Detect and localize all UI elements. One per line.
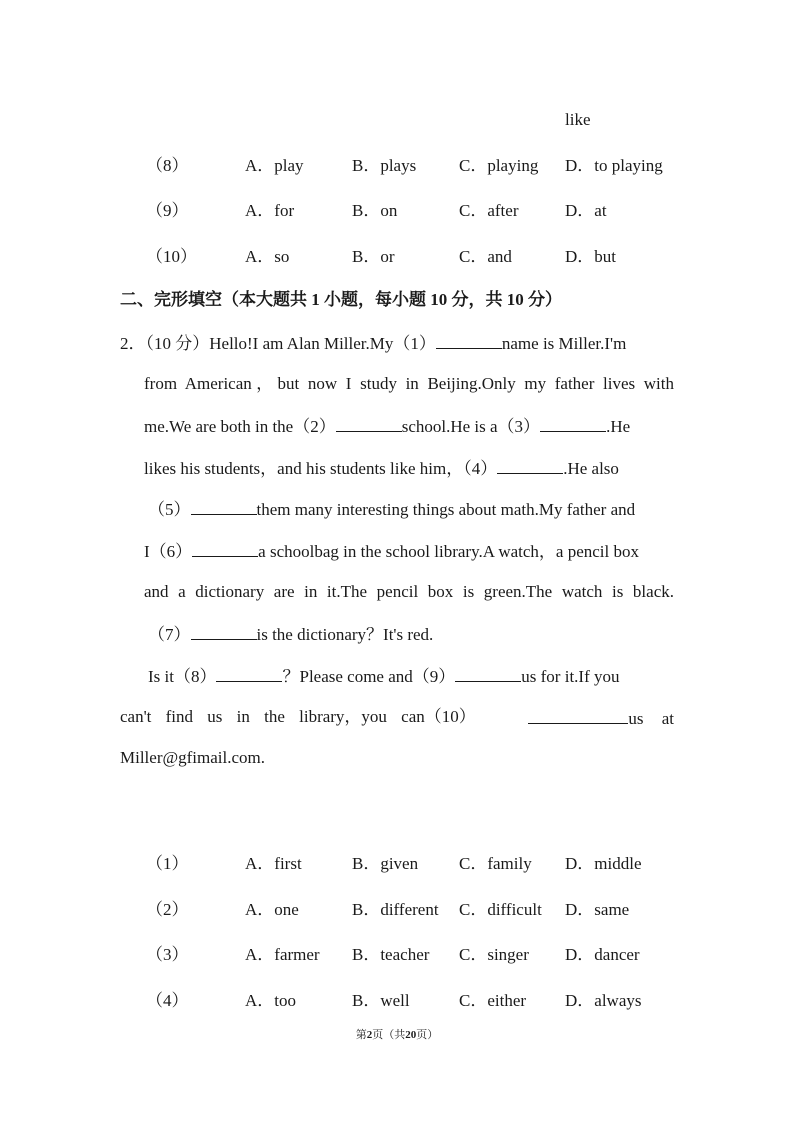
footer-text: 页）: [416, 1029, 439, 1041]
answer-blank[interactable]: [191, 623, 257, 640]
option-d: D．middle: [565, 854, 642, 873]
answer-blank[interactable]: [191, 498, 257, 515]
answer-blank[interactable]: [455, 665, 521, 682]
option-b: B．different: [352, 900, 439, 919]
option-d: D．same: [565, 900, 630, 919]
option-c: C．family: [459, 854, 532, 873]
option-a: A．so: [245, 247, 290, 266]
answer-blank[interactable]: [528, 707, 628, 724]
option-a: A．for: [245, 201, 295, 220]
option-a: A．too: [245, 991, 296, 1010]
answer-blank[interactable]: [216, 665, 282, 682]
option-number: （9）: [146, 201, 189, 220]
section-heading: 二、完形填空（本大题共 1 小题，每小题 10 分，共 10 分）: [120, 290, 562, 309]
option-d: D．to playing: [565, 156, 663, 175]
passage-text: school.He is a（3）: [401, 417, 541, 436]
option-a: A．farmer: [245, 945, 320, 964]
option-c: C．after: [459, 201, 519, 220]
answer-blank[interactable]: [497, 457, 563, 474]
passage-line: [148, 665, 620, 687]
footer-text: 页（共: [372, 1029, 406, 1041]
passage-line: Miller@gfimail.com.: [120, 748, 266, 767]
passage-line: [144, 457, 619, 479]
passage-line: from American，but now I study in Beijing.Only my father lives with: [144, 374, 674, 393]
option-number: （3）: [146, 945, 189, 964]
passage-line: [120, 707, 674, 729]
passage-text: .He also: [563, 459, 619, 478]
passage-text: can't find us in the library，you can（10）: [120, 707, 476, 726]
option-a: A．first: [245, 854, 302, 873]
option-b: B．plays: [352, 156, 417, 175]
option-b: B．or: [352, 247, 395, 266]
continuation-text: like: [565, 110, 591, 129]
footer-page-number: 2: [366, 1029, 373, 1041]
passage-text: likes his students，and his students like him，（4）: [144, 459, 498, 478]
passage-tail: [528, 707, 674, 729]
passage-text: .He: [606, 417, 631, 436]
answer-blank[interactable]: [336, 415, 402, 432]
passage-line: [144, 415, 630, 437]
option-a: A．one: [245, 900, 299, 919]
option-d: D．dancer: [565, 945, 640, 964]
footer-text: 第: [355, 1029, 367, 1041]
answer-blank[interactable]: [192, 540, 258, 557]
passage-line: [120, 332, 626, 354]
passage-text: Is it（8）: [148, 667, 217, 686]
passage-text: ？Please come and（9）: [282, 667, 456, 686]
passage-text: （7）: [148, 625, 191, 644]
option-c: C．playing: [459, 156, 539, 175]
option-d: D．but: [565, 247, 616, 266]
passage-line: and a dictionary are in it.The pencil box is green.The watch is black.: [144, 582, 674, 601]
passage-line: [144, 540, 639, 562]
passage-text: us at: [628, 709, 674, 728]
passage-text: them many interesting things about math.My father and: [256, 500, 636, 519]
passage-line: [148, 498, 635, 520]
option-b: B．given: [352, 854, 419, 873]
option-c: C．either: [459, 991, 527, 1010]
passage-text: 2．（10 分）Hello!I am Alan Miller.My（1）: [120, 334, 436, 353]
option-c: C．and: [459, 247, 512, 266]
option-number: （1）: [146, 854, 189, 873]
option-d: D．always: [565, 991, 642, 1010]
option-number: （4）: [146, 991, 189, 1010]
answer-blank[interactable]: [436, 332, 502, 349]
passage-text: I（6）: [144, 542, 193, 561]
option-d: D．at: [565, 201, 607, 220]
option-b: B．teacher: [352, 945, 430, 964]
option-b: B．on: [352, 201, 398, 220]
passage-text: me.We are both in the（2）: [144, 417, 336, 436]
passage-text: is the dictionary？It's red.: [256, 625, 434, 644]
option-c: C．difficult: [459, 900, 542, 919]
option-b: B．well: [352, 991, 410, 1010]
passage-text: （5）: [148, 500, 191, 519]
passage-text: us for it.If you: [521, 667, 620, 686]
option-a: A．play: [245, 156, 304, 175]
passage-text: a schoolbag in the school library.A watch，a pencil box: [258, 542, 639, 561]
passage-line: [148, 623, 433, 645]
option-number: （10）: [146, 247, 197, 266]
answer-blank[interactable]: [540, 415, 606, 432]
option-number: （8）: [146, 156, 189, 175]
option-number: （2）: [146, 900, 189, 919]
passage-text: name is Miller.I'm: [501, 334, 627, 353]
footer-total-pages: 20: [405, 1029, 417, 1041]
page-footer: [0, 1026, 794, 1042]
option-c: C．singer: [459, 945, 529, 964]
